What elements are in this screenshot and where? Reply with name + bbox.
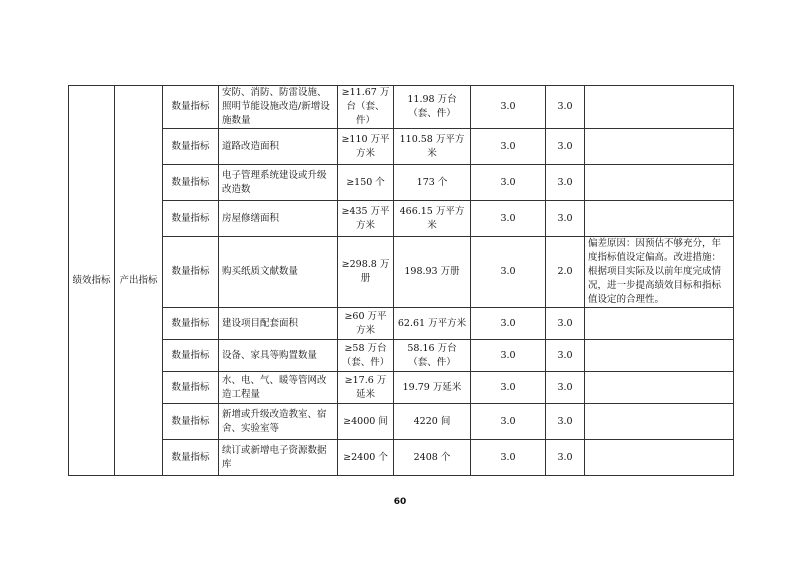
target-value-cell: ≥11.67 万台（套、件） — [338, 86, 394, 129]
note-cell — [585, 404, 734, 440]
score-cell: 3.0 — [546, 129, 585, 165]
weight-cell: 3.0 — [471, 201, 546, 237]
weight-cell: 3.0 — [471, 237, 546, 308]
score-cell: 3.0 — [546, 201, 585, 237]
target-value-cell: ≥2400 个 — [338, 440, 394, 476]
level2-cell: 产出指标 — [115, 86, 163, 476]
indicator-name-cell: 安防、消防、防雷设施、照明节能设施改造/新增设施数量 — [219, 86, 338, 129]
note-cell — [585, 340, 734, 372]
note-cell — [585, 308, 734, 340]
note-cell — [585, 372, 734, 404]
indicator-name-cell: 设备、家具等购置数量 — [219, 340, 338, 372]
category-cell: 数量指标 — [163, 372, 219, 404]
category-cell: 数量指标 — [163, 308, 219, 340]
target-value-cell: ≥4000 间 — [338, 404, 394, 440]
category-cell: 数量指标 — [163, 440, 219, 476]
actual-value-cell: 62.61 万平方米 — [394, 308, 471, 340]
actual-value-cell: 466.15 万平方米 — [394, 201, 471, 237]
weight-cell: 3.0 — [471, 308, 546, 340]
category-cell: 数量指标 — [163, 201, 219, 237]
actual-value-cell: 58.16 万台（套、件） — [394, 340, 471, 372]
performance-table — [68, 85, 734, 476]
weight-cell: 3.0 — [471, 129, 546, 165]
target-value-cell: ≥110 万平方米 — [338, 129, 394, 165]
indicator-name-cell: 建设项目配套面积 — [219, 308, 338, 340]
table-row — [69, 308, 734, 340]
actual-value-cell: 110.58 万平方米 — [394, 129, 471, 165]
target-value-cell: ≥435 万平方米 — [338, 201, 394, 237]
note-cell — [585, 86, 734, 129]
note-cell: 偏差原因：因预估不够充分，年度指标值设定偏高。改进措施：根据项目实际及以前年度完成情况，进一步提高绩效目标和指标值设定的合理性。 — [585, 237, 734, 308]
weight-cell: 3.0 — [471, 165, 546, 201]
actual-value-cell: 173 个 — [394, 165, 471, 201]
table-row — [69, 129, 734, 165]
category-cell: 数量指标 — [163, 340, 219, 372]
table-row — [69, 440, 734, 476]
category-cell: 数量指标 — [163, 129, 219, 165]
table-row — [69, 237, 734, 308]
actual-value-cell: 4220 间 — [394, 404, 471, 440]
indicator-name-cell: 房屋修缮面积 — [219, 201, 338, 237]
indicator-name-cell: 购买纸质文献数量 — [219, 237, 338, 308]
actual-value-cell: 11.98 万台（套、件） — [394, 86, 471, 129]
target-value-cell: ≥58 万台（套、件） — [338, 340, 394, 372]
note-cell — [585, 440, 734, 476]
target-value-cell: ≥17.6 万延米 — [338, 372, 394, 404]
weight-cell: 3.0 — [471, 440, 546, 476]
weight-cell: 3.0 — [471, 340, 546, 372]
category-cell: 数量指标 — [163, 404, 219, 440]
indicator-name-cell: 续订或新增电子资源数据库 — [219, 440, 338, 476]
actual-value-cell: 198.93 万册 — [394, 237, 471, 308]
actual-value-cell: 19.79 万延米 — [394, 372, 471, 404]
score-cell: 3.0 — [546, 308, 585, 340]
category-cell: 数量指标 — [163, 165, 219, 201]
score-cell: 2.0 — [546, 237, 585, 308]
score-cell: 3.0 — [546, 372, 585, 404]
level1-cell: 绩效指标 — [69, 86, 115, 476]
category-cell: 数量指标 — [163, 237, 219, 308]
target-value-cell: ≥150 个 — [338, 165, 394, 201]
table-row — [69, 372, 734, 404]
indicator-name-cell: 电子管理系统建设或升级改造数 — [219, 165, 338, 201]
note-cell — [585, 201, 734, 237]
target-value-cell: ≥298.8 万册 — [338, 237, 394, 308]
score-cell: 3.0 — [546, 340, 585, 372]
actual-value-cell: 2408 个 — [394, 440, 471, 476]
table-row — [69, 404, 734, 440]
page-number: 60 — [393, 497, 407, 507]
table-body — [69, 86, 734, 476]
weight-cell: 3.0 — [471, 86, 546, 129]
indicator-name-cell: 新增或升级改造教室、宿舍、实验室等 — [219, 404, 338, 440]
table-row — [69, 86, 734, 129]
table-row — [69, 201, 734, 237]
score-cell: 3.0 — [546, 440, 585, 476]
score-cell: 3.0 — [546, 86, 585, 129]
weight-cell: 3.0 — [471, 372, 546, 404]
indicator-name-cell: 道路改造面积 — [219, 129, 338, 165]
category-cell: 数量指标 — [163, 86, 219, 129]
score-cell: 3.0 — [546, 165, 585, 201]
table-row — [69, 340, 734, 372]
note-cell — [585, 165, 734, 201]
table-row — [69, 165, 734, 201]
target-value-cell: ≥60 万平方米 — [338, 308, 394, 340]
score-cell: 3.0 — [546, 404, 585, 440]
indicator-name-cell: 水、电、气、暖等管网改造工程量 — [219, 372, 338, 404]
weight-cell: 3.0 — [471, 404, 546, 440]
note-cell — [585, 129, 734, 165]
